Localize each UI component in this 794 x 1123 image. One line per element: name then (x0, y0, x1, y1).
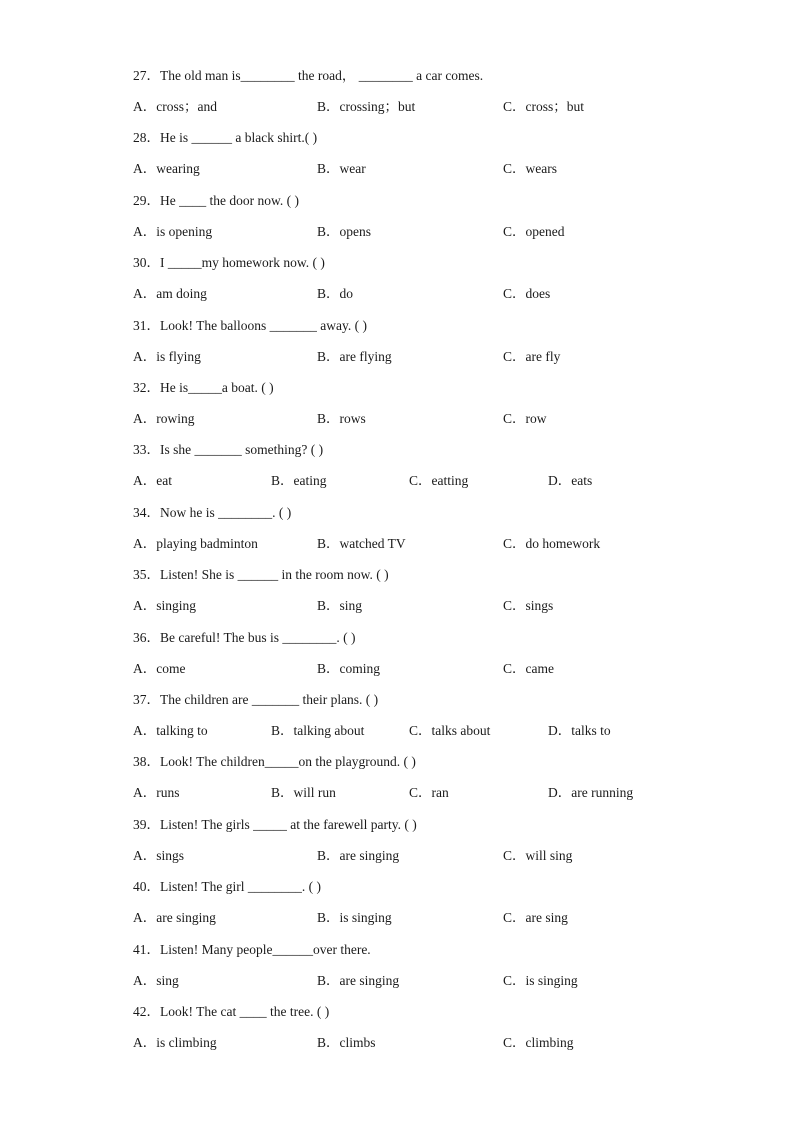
answer-option: C．came (503, 660, 554, 676)
answer-option: A．playing badminton (133, 535, 258, 551)
options-row (133, 222, 693, 242)
options-row (133, 284, 693, 304)
answer-option: B．rows (317, 411, 366, 426)
options-row (133, 409, 693, 429)
question-stem: 42．Look! The cat ____ the tree. ( ) (133, 1004, 330, 1019)
answer-option: B．sing (317, 598, 363, 614)
options-row (133, 659, 693, 679)
options-row (133, 534, 693, 554)
answer-option: A．is climbing (133, 1035, 217, 1050)
answer-option: B．watched TV (317, 535, 406, 551)
question-stem: 28．He is ______ a black shirt.( ) (133, 130, 318, 146)
answer-option: A．is flying (133, 348, 201, 364)
answer-option: B．are singing (317, 847, 400, 863)
answer-option: C．are sing (503, 910, 568, 926)
answer-option: A．runs (133, 785, 180, 801)
answer-option: B．coming (317, 660, 380, 676)
answer-option: C．cross；but (503, 99, 584, 114)
question-stem: 38．Look! The children_____on the playground. ( ) (133, 754, 416, 770)
answer-option: B．will run (271, 785, 336, 801)
options-row (133, 783, 693, 803)
answer-option: C．is singing (503, 972, 578, 988)
answer-option: B．are flying (317, 348, 392, 364)
answer-option: C．eatting (409, 473, 469, 489)
options-row (133, 1033, 693, 1053)
answer-option: D．talks to (548, 723, 611, 738)
answer-option: A．sing (133, 972, 179, 988)
answer-option: B．do (317, 286, 354, 302)
answer-option: B．are singing (317, 972, 400, 988)
answer-option: D．are running (548, 785, 634, 801)
answer-option: C．sings (503, 598, 554, 614)
answer-option: D．eats (548, 473, 593, 489)
answer-option: C．row (503, 411, 547, 426)
question-stem: 37．The children are _______ their plans. ( ) (133, 692, 379, 707)
answer-option: C．opened (503, 223, 565, 239)
options-row (133, 596, 693, 616)
question-stem: 33．Is she _______ something? ( ) (133, 442, 324, 458)
question-stem: 32．He is_____a boat. ( ) (133, 380, 274, 395)
answer-option: B．opens (317, 223, 371, 239)
answer-option: B．wear (317, 161, 366, 177)
question-stem: 39．Listen! The girls _____ at the farewell party. ( ) (133, 816, 417, 832)
options-row (133, 97, 693, 117)
answer-option: A．am doing (133, 286, 207, 302)
options-row (133, 347, 693, 367)
answer-option: B．climbs (317, 1035, 376, 1050)
answer-option: A．is opening (133, 223, 213, 239)
options-row (133, 159, 693, 179)
answer-option: C．climbing (503, 1035, 574, 1050)
options-row (133, 908, 693, 928)
answer-option: B．crossing；but (317, 99, 416, 114)
answer-option: C．will sing (503, 847, 573, 863)
options-row (133, 971, 693, 991)
question-stem: 27．The old man is________ the road， ________ a car comes. (133, 68, 484, 83)
answer-option: A．come (133, 660, 186, 676)
answer-option: A．wearing (133, 161, 200, 177)
answer-option: C．talks about (409, 723, 491, 738)
answer-option: A．rowing (133, 411, 195, 426)
answer-option: B．is singing (317, 910, 392, 926)
answer-option: C．wears (503, 161, 557, 177)
question-stem: 41．Listen! Many people______over there. (133, 941, 371, 957)
answer-option: A．eat (133, 473, 172, 489)
question-stem: 29．He ____ the door now. ( ) (133, 192, 299, 208)
question-stem: 34．Now he is ________. ( ) (133, 504, 292, 520)
options-row (133, 721, 693, 741)
question-stem: 31．Look! The balloons _______ away. ( ) (133, 317, 367, 333)
question-stem: 35．Listen! She is ______ in the room now. ( ) (133, 567, 389, 583)
question-stem: 30．I _____my homework now. ( ) (133, 255, 325, 271)
answer-option: C．ran (409, 785, 449, 801)
question-stem: 36．Be careful! The bus is ________. ( ) (133, 629, 356, 645)
answer-option: A．cross；and (133, 99, 217, 114)
options-row (133, 471, 693, 491)
answer-option: C．do homework (503, 535, 601, 551)
answer-option: C．are fly (503, 348, 561, 364)
options-row (133, 846, 693, 866)
answer-option: A．are singing (133, 910, 216, 926)
answer-option: B．talking about (271, 723, 365, 738)
answer-option: A．sings (133, 847, 185, 863)
answer-option: A．singing (133, 598, 197, 614)
answer-option: A．talking to (133, 723, 208, 738)
question-stem: 40．Listen! The girl ________. ( ) (133, 879, 321, 895)
answer-option: C．does (503, 286, 551, 302)
answer-option: B．eating (271, 473, 327, 489)
